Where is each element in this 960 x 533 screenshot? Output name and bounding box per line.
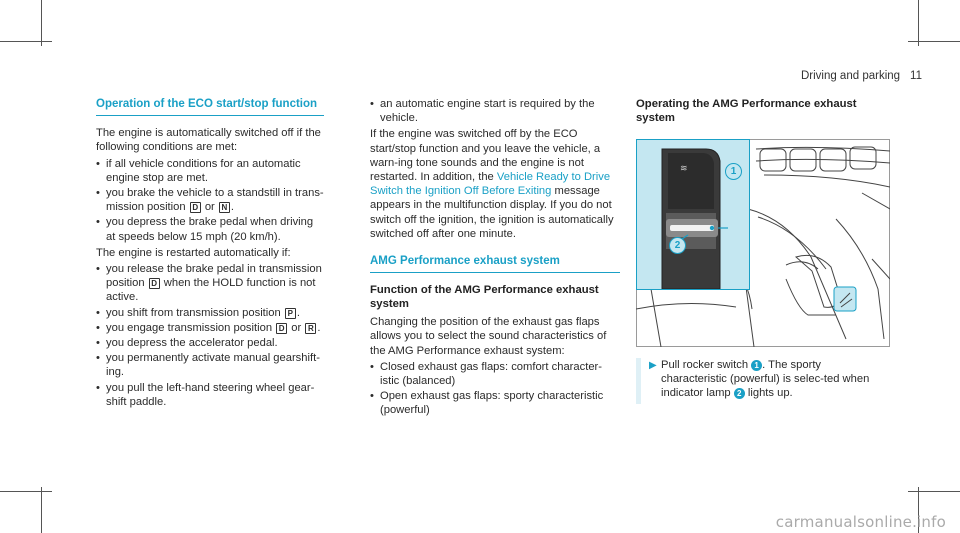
crop-mark (41, 0, 42, 46)
crop-mark (908, 491, 960, 492)
crop-mark (908, 41, 960, 42)
gear-n-symbol: N (219, 202, 230, 213)
restart-list (96, 262, 324, 409)
gear-d-symbol: D (149, 278, 160, 289)
column-1 (96, 97, 324, 411)
step-arrow-icon: ▶ (649, 360, 657, 371)
list-item (96, 262, 324, 305)
crop-mark (918, 0, 919, 46)
paragraph-text: If the engine was switched off by the ECO start/stop function and you leave the vehicle, a warn-ing tone sounds and the engine is not restarted. In addition, the (370, 128, 601, 184)
operating-title: Operating the AMG Performance exhaust system (636, 98, 857, 124)
item-text: you shift from transmission position (106, 306, 281, 319)
item-text: or (204, 201, 215, 214)
column-2 (370, 97, 620, 420)
restart-list-continued (370, 97, 620, 125)
section-title-eco: Operation of the ECO start/stop function (96, 97, 324, 116)
list-item: • you depress the brake pedal when driving at speeds below 15 mph (20 km/h). (96, 215, 324, 243)
restart-intro: The engine is restarted automatically if: (96, 246, 291, 259)
subsection-title: Function of the AMG Performance exhaust system (370, 284, 599, 311)
list-item: • you brake the vehicle to a standstill in trans-mission position D or N . (96, 186, 324, 214)
page-number: 11 (910, 70, 922, 82)
gear-d-symbol: D (276, 323, 287, 334)
exit-warning-paragraph (370, 127, 620, 241)
eco-conditions-list (96, 157, 324, 244)
list-item: • Closed exhaust gas flaps: comfort character-istic (balanced) (370, 360, 620, 388)
list-item: • you shift from transmission position P . (96, 306, 324, 320)
section-title-amg-exhaust: AMG Performance exhaust system (370, 254, 620, 273)
gear-p-symbol: P (285, 308, 296, 319)
step-text-part: Pull rocker switch (661, 359, 749, 371)
watermark: carmanualsonline.info (775, 513, 946, 531)
callout-ref-2: 2 (734, 388, 745, 399)
item-text: when the HOLD function is not active. (106, 277, 316, 304)
instruction-step (636, 358, 886, 401)
list-item: • you engage transmission position D or R . (96, 321, 324, 335)
crop-mark (41, 487, 42, 533)
callout-ref-1: 1 (751, 360, 762, 371)
crop-mark (0, 491, 52, 492)
item-text: you release the brake pedal in transmission position (106, 263, 322, 290)
step-text-part: lights up. (747, 387, 793, 400)
list-item: • an automatic engine start is required by the vehicle. (370, 97, 620, 125)
section-name: Driving and parking (800, 70, 901, 82)
list-item: • you pull the left-hand steering wheel gear-shift paddle. (96, 381, 324, 409)
list-item: • you depress the accelerator pedal. (96, 336, 324, 350)
gear-r-symbol: R (305, 323, 316, 334)
gear-d-symbol: D (190, 202, 201, 213)
item-text: you brake the vehicle to a standstill in trans-mission position (106, 187, 324, 214)
paragraph-text: message appears in the multifunction display. If you do not switch off the ignition, the ignition is automatically switched off after one minute. (370, 185, 614, 240)
column-3 (636, 97, 886, 129)
list-item: • Open exhaust gas flaps: sporty characteristic (powerful) (370, 389, 620, 417)
list-item: • you permanently activate manual gearshift-ing. (96, 351, 324, 379)
eco-intro: The engine is automatically switched off if the following conditions are met: (96, 127, 321, 154)
display-message-link[interactable]: Vehicle Ready to Drive Switch the Ignition Off Before Exiting (370, 171, 611, 198)
step-text-part: . The sporty characteristic (powerful) is selec-ted when indicator lamp (661, 359, 870, 400)
step-text (661, 358, 886, 401)
console-illustration (636, 139, 890, 347)
running-header (801, 70, 922, 82)
step-bar (636, 358, 641, 404)
item-text: you engage transmission position (106, 321, 273, 334)
item-text: or (291, 321, 302, 334)
exhaust-icon: ≋ (680, 164, 688, 174)
exhaust-options-list (370, 360, 620, 418)
callout-1: 1 (725, 163, 742, 180)
list-item: • if all vehicle conditions for an automatic engine stop are met. (96, 157, 324, 185)
callout-2: 2 (669, 237, 686, 254)
exhaust-intro: Changing the position of the exhaust gas flaps allows you to select the sound characteristics of the AMG Performance exhaust system: (370, 316, 607, 357)
crop-mark (0, 41, 52, 42)
